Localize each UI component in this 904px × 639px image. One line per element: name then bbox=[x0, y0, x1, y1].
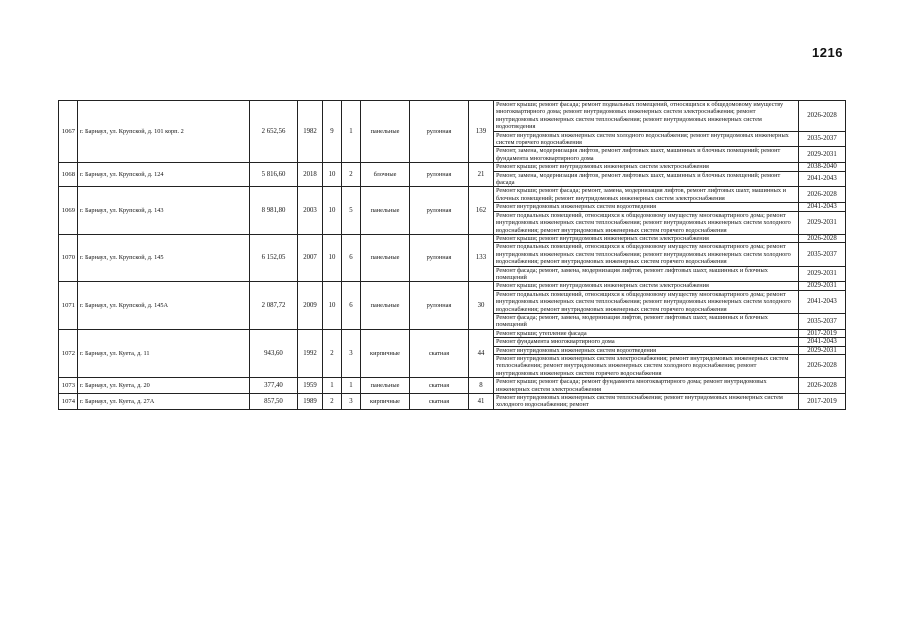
repair-work-description: Ремонт фасада; ремонт, замена, модернизация лифтов, ремонт лифтовых шахт, машинных и блочных помещений bbox=[494, 266, 799, 282]
repair-work-description: Ремонт подвальных помещений, относящихся к общедомовому имуществу многоквартирного дома; ремонт внутридомовых инженерных систем теплоснабжения; ремонт внутридомовых инженерных систем холодного водоснабжения; ремонт внутридомовых инженерных систем горячего водоснабжения bbox=[494, 290, 799, 313]
repair-period: 2029-2031 bbox=[799, 147, 846, 163]
house-apartments: 30 bbox=[469, 282, 494, 329]
repair-period: 2029-2031 bbox=[799, 266, 846, 282]
repair-period: 2026-2028 bbox=[799, 355, 846, 378]
repair-work-description: Ремонт крыши; утепление фасада bbox=[494, 329, 799, 337]
house-year: 1989 bbox=[298, 394, 323, 410]
house-area: 2 087,72 bbox=[250, 282, 298, 329]
house-walls: панельные bbox=[361, 282, 410, 329]
house-number: 1067 bbox=[59, 101, 78, 163]
house-roof: скатная bbox=[410, 329, 469, 377]
page-number: 1216 bbox=[812, 45, 843, 60]
house-area: 6 152,05 bbox=[250, 234, 298, 281]
repair-work-description: Ремонт крыши; ремонт фасада; ремонт фундамента многоквартирного дома; ремонт внутридомовых инженерных систем электроснабжения bbox=[494, 378, 799, 394]
house-floors: 10 bbox=[323, 282, 342, 329]
house-year: 1992 bbox=[298, 329, 323, 377]
house-year: 1982 bbox=[298, 101, 323, 163]
house-number: 1069 bbox=[59, 187, 78, 234]
repair-period: 2029-2031 bbox=[799, 282, 846, 290]
repair-period: 2041-2043 bbox=[799, 203, 846, 211]
repair-period: 2041-2043 bbox=[799, 338, 846, 346]
repair-work-description: Ремонт крыши; ремонт фасада; ремонт подвальных помещений, относящихся к общедомовому имуществу многоквартирного дома; ремонт внутридомовых инженерных систем электроснабжения; ремонт внутридомовых инженерных систем теплоснабжения; ремонт внутридомовых инженерных систем водоотведения bbox=[494, 101, 799, 132]
house-apartments: 8 bbox=[469, 378, 494, 394]
repair-period: 2038-2040 bbox=[799, 163, 846, 171]
house-entrances: 2 bbox=[342, 163, 361, 187]
repair-period: 2035-2037 bbox=[799, 243, 846, 266]
house-walls: панельные bbox=[361, 234, 410, 281]
repair-work-description: Ремонт крыши; ремонт внутридомовых инженерных систем электроснабжения bbox=[494, 282, 799, 290]
house-apartments: 133 bbox=[469, 234, 494, 281]
table-row bbox=[59, 101, 846, 132]
house-number: 1072 bbox=[59, 329, 78, 377]
house-number: 1070 bbox=[59, 234, 78, 281]
table-row bbox=[59, 163, 846, 171]
house-entrances: 3 bbox=[342, 394, 361, 410]
house-entrances: 3 bbox=[342, 329, 361, 377]
house-area: 943,60 bbox=[250, 329, 298, 377]
repair-period: 2029-2031 bbox=[799, 346, 846, 354]
repair-work-description: Ремонт внутридомовых инженерных систем водоотведения bbox=[494, 346, 799, 354]
repair-work-description: Ремонт внутридомовых инженерных систем электроснабжения; ремонт внутридомовых инженерных систем теплоснабжения; ремонт внутридомовых инженерных систем холодного водоснабжения; ремонт внутридомовых инженерных систем горячего водоснабжения bbox=[494, 355, 799, 378]
house-walls: панельные bbox=[361, 378, 410, 394]
table-row bbox=[59, 378, 846, 394]
house-year: 1959 bbox=[298, 378, 323, 394]
house-address: г. Барнаул, ул. Крупской, д. 145 bbox=[78, 234, 250, 281]
repair-period: 2029-2031 bbox=[799, 211, 846, 234]
house-year: 2003 bbox=[298, 187, 323, 234]
house-year: 2009 bbox=[298, 282, 323, 329]
repair-period: 2026-2028 bbox=[799, 101, 846, 132]
house-entrances: 6 bbox=[342, 282, 361, 329]
house-area: 2 652,56 bbox=[250, 101, 298, 163]
house-apartments: 44 bbox=[469, 329, 494, 377]
house-entrances: 5 bbox=[342, 187, 361, 234]
house-address: г. Барнаул, ул. Крупской, д. 145А bbox=[78, 282, 250, 329]
repair-period: 2026-2028 bbox=[799, 378, 846, 394]
house-apartments: 41 bbox=[469, 394, 494, 410]
house-number: 1074 bbox=[59, 394, 78, 410]
repair-work-description: Ремонт, замена, модернизация лифтов, ремонт лифтовых шахт, машинных и блочных помещений; ремонт фундамента многоквартирного дома bbox=[494, 147, 799, 163]
house-floors: 10 bbox=[323, 187, 342, 234]
repair-work-description: Ремонт подвальных помещений, относящихся к общедомовому имуществу многоквартирного дома; ремонт внутридомовых инженерных систем теплоснабжения; ремонт внутридомовых инженерных систем холодного водоснабжения; ремонт внутридомовых инженерных систем горячего водоснабжения bbox=[494, 243, 799, 266]
house-area: 377,40 bbox=[250, 378, 298, 394]
repair-work-description: Ремонт фундамента многоквартирного дома bbox=[494, 338, 799, 346]
house-walls: кирпичные bbox=[361, 394, 410, 410]
repair-work-description: Ремонт внутридомовых инженерных систем водоотведения bbox=[494, 203, 799, 211]
house-apartments: 162 bbox=[469, 187, 494, 234]
house-address: г. Барнаул, ул. Крупской, д. 101 корп. 2 bbox=[78, 101, 250, 163]
house-number: 1071 bbox=[59, 282, 78, 329]
repair-work-description: Ремонт крыши; ремонт внутридомовых инженерных систем электроснабжения bbox=[494, 163, 799, 171]
repair-period: 2041-2043 bbox=[799, 290, 846, 313]
repair-work-description: Ремонт внутридомовых инженерных систем холодного водоснабжения; ремонт внутридомовых инженерных систем горячего водоснабжения bbox=[494, 131, 799, 147]
house-roof: рулонная bbox=[410, 187, 469, 234]
house-apartments: 139 bbox=[469, 101, 494, 163]
house-entrances: 6 bbox=[342, 234, 361, 281]
table-row bbox=[59, 187, 846, 203]
house-roof: рулонная bbox=[410, 234, 469, 281]
house-entrances: 1 bbox=[342, 378, 361, 394]
house-floors: 10 bbox=[323, 163, 342, 187]
house-number: 1068 bbox=[59, 163, 78, 187]
house-year: 2007 bbox=[298, 234, 323, 281]
repair-period: 2035-2037 bbox=[799, 131, 846, 147]
house-floors: 9 bbox=[323, 101, 342, 163]
house-floors: 2 bbox=[323, 329, 342, 377]
house-floors: 1 bbox=[323, 378, 342, 394]
house-address: г. Барнаул, ул. Куета, д. 20 bbox=[78, 378, 250, 394]
house-roof: рулонная bbox=[410, 282, 469, 329]
house-walls: кирпичные bbox=[361, 329, 410, 377]
house-area: 857,50 bbox=[250, 394, 298, 410]
repair-period: 2017-2019 bbox=[799, 329, 846, 337]
house-area: 5 816,60 bbox=[250, 163, 298, 187]
capital-repair-table bbox=[58, 100, 846, 410]
repair-period: 2041-2043 bbox=[799, 171, 846, 187]
table-row bbox=[59, 329, 846, 337]
repair-work-description: Ремонт подвальных помещений, относящихся к общедомовому имуществу многоквартирного дома; ремонт внутридомовых инженерных систем теплоснабжения; ремонт внутридомовых инженерных систем холодного водоснабжения; ремонт внутридомовых инженерных систем горячего водоснабжения bbox=[494, 211, 799, 234]
house-roof: скатная bbox=[410, 394, 469, 410]
table-row bbox=[59, 234, 846, 242]
house-apartments: 21 bbox=[469, 163, 494, 187]
house-entrances: 1 bbox=[342, 101, 361, 163]
table-row bbox=[59, 394, 846, 410]
house-area: 8 981,80 bbox=[250, 187, 298, 234]
house-address: г. Барнаул, ул. Куета, д. 11 bbox=[78, 329, 250, 377]
house-year: 2018 bbox=[298, 163, 323, 187]
table-row bbox=[59, 282, 846, 290]
repair-work-description: Ремонт, замена, модернизация лифтов, ремонт лифтовых шахт, машинных и блочных помещений; ремонт фасада bbox=[494, 171, 799, 187]
house-floors: 10 bbox=[323, 234, 342, 281]
repair-work-description: Ремонт фасада; ремонт, замена, модернизация лифтов, ремонт лифтовых шахт, машинных и блочных помещений bbox=[494, 313, 799, 329]
repair-work-description: Ремонт внутридомовых инженерных систем теплоснабжения; ремонт внутридомовых инженерных систем холодного водоснабжения; ремонт bbox=[494, 394, 799, 410]
house-walls: панельные bbox=[361, 187, 410, 234]
repair-work-description: Ремонт крыши; ремонт внутридомовых инженерных систем электроснабжения bbox=[494, 234, 799, 242]
house-walls: панельные bbox=[361, 101, 410, 163]
house-roof: рулонная bbox=[410, 101, 469, 163]
repair-period: 2035-2037 bbox=[799, 313, 846, 329]
house-address: г. Барнаул, ул. Куета, д. 27А bbox=[78, 394, 250, 410]
repair-work-description: Ремонт крыши; ремонт фасада; ремонт, замена, модернизация лифтов, ремонт лифтовых шахт, машинных и блочных помещений; ремонт внутридомовых инженерных систем электроснабжения bbox=[494, 187, 799, 203]
house-roof: скатная bbox=[410, 378, 469, 394]
house-address: г. Барнаул, ул. Крупской, д. 124 bbox=[78, 163, 250, 187]
house-walls: блочные bbox=[361, 163, 410, 187]
house-address: г. Барнаул, ул. Крупской, д. 143 bbox=[78, 187, 250, 234]
registry-body bbox=[59, 101, 846, 410]
repair-period: 2026-2028 bbox=[799, 234, 846, 242]
house-number: 1073 bbox=[59, 378, 78, 394]
house-floors: 2 bbox=[323, 394, 342, 410]
repair-period: 2026-2028 bbox=[799, 187, 846, 203]
repair-period: 2017-2019 bbox=[799, 394, 846, 410]
house-roof: рулонная bbox=[410, 163, 469, 187]
